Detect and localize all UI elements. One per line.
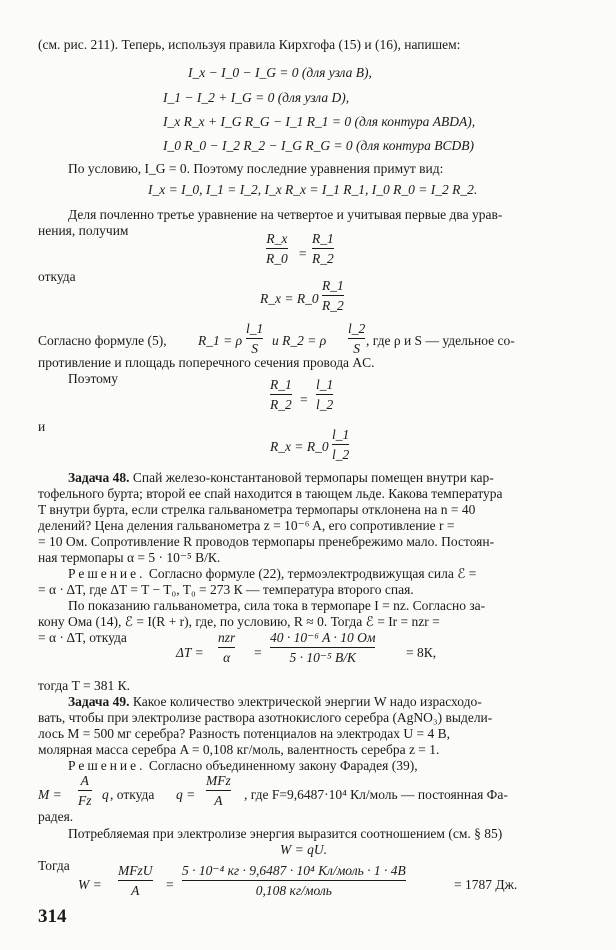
solution-49-line: Решение. Согласно объединенному закону Фарадея (39), bbox=[68, 758, 418, 773]
text-line: тогда T = 381 К. bbox=[38, 678, 130, 693]
equation: R_x = R_0 bbox=[270, 439, 329, 454]
fraction: nzr α bbox=[218, 630, 236, 665]
fraction: l_2 S bbox=[348, 321, 366, 356]
equation: = 1787 Дж. bbox=[454, 877, 518, 892]
text-line: откуда bbox=[38, 269, 76, 284]
text-line: кону Ома (14), ℰ = I(R + r), где, по условию, R ≈ 0. Тогда ℰ = Ir = nzr = bbox=[38, 614, 440, 629]
fraction: A Fz bbox=[78, 773, 92, 808]
fraction: l_1 l_2 bbox=[316, 377, 334, 412]
text-line: ная термопары α = 5 · 10⁻⁵ В/К. bbox=[38, 550, 221, 565]
text-line: = α · ΔT, откуда bbox=[38, 630, 127, 645]
equation: M = bbox=[38, 787, 62, 802]
fraction: R_1 R_2 bbox=[312, 231, 334, 266]
fraction: l_1 S bbox=[246, 321, 264, 356]
text-line: Тогда bbox=[38, 858, 70, 873]
text-line: По показанию гальванометра, сила тока в термопаре I = nz. Согласно за- bbox=[68, 598, 486, 613]
equation: R_1 = ρ bbox=[198, 333, 243, 348]
equation: I_x − I_0 − I_G = 0 (для узла B), bbox=[188, 65, 372, 80]
equation: ΔT = bbox=[176, 645, 204, 660]
equation: I_x R_x + I_G R_G − I_1 R_1 = 0 (для контура ABDA), bbox=[163, 114, 476, 129]
solution-48-line: Решение. Согласно формуле (22), термоэлектродвижущая сила ℰ = bbox=[68, 566, 477, 581]
text-line: тофельного бурта; второй ее спай находится в тающем льде. Какова температура bbox=[38, 486, 503, 501]
text-line: делений? Цена деления гальванометра z = 10⁻⁶ A, его сопротивление r = bbox=[38, 518, 455, 533]
fraction: 40 · 10⁻⁶ A · 10 Ом 5 · 10⁻⁵ В/К bbox=[270, 630, 376, 665]
equation: W = bbox=[78, 877, 102, 892]
text-line: нения, получим bbox=[38, 223, 129, 238]
text-line: Потребляемая при электролизе энергия выразится соотношением (см. § 85) bbox=[68, 826, 503, 841]
equation: = 8К, bbox=[406, 645, 437, 660]
fraction: R_x R_0 bbox=[266, 231, 288, 266]
equation: I_x = I_0, I_1 = I_2, I_x R_x = I_1 R_1, I_0 R_0 = I_2 R_2. bbox=[148, 182, 478, 197]
problem-49-line: Задача 49. Какое количество электрической энергии W надо израсходо- bbox=[68, 694, 482, 709]
fraction: MFzU A bbox=[118, 863, 153, 898]
fraction: l_1 l_2 bbox=[332, 427, 350, 462]
text-line: , где F=9,6487·10⁴ Кл/моль — постоянная Фа- bbox=[244, 787, 508, 802]
fraction: R_1 R_2 bbox=[270, 377, 292, 412]
text-line: Поэтому bbox=[68, 371, 118, 386]
fraction: MFz A bbox=[206, 773, 231, 808]
problem-48-line: Задача 48. Спай железо-константановой термопары помещен внутри кар- bbox=[68, 470, 494, 485]
textbook-page: (см. рис. 211). Теперь, используя правила Кирхгофа (15) и (16), напишем: I_x − I_0 − I_G = 0 (для узла B), I_1 − I_2 + I_G = 0 (для узла D), I_x R_x + I_G R_G − I_1 R_1 = 0 (для контура ABDA), I_0 R_0 − I_2 R_2 − I_G R_G = 0 (для контура BCDB) По условию, I_G = 0. Поэтому последние уравнения примут вид: I_x = I_0, I_1 = I_2, I_x R_x = I_1 R_1, I_0 R_0 = I_2 R_2. Деля почленно третье уравнение на четвертое и учитывая первые два урав- нения, получим R_x R_0 = R_1 R_2 откуда R_x = R_0 R_1 R_2 Согласно формуле (5), R_1 = ρ l_1 S и R_2 = ρ l_2 S , где ρ и S — удельное со- противление и площадь поперечного сечения провода AC. Поэтому R_1 R_2 = l_1 l_2 и R_x = R_0 l_1 l_2 Задача 48. Спай железо-константановой термопары помещен внутри кар- тофельного бурта; второй ее спай находится в тающем льде. Какова температура T внутри бурта, если стрелка гальванометра термопары отклонена на n = 40 делений? Цена деления гальванометра z = 10⁻⁶ A, его сопротивление r = = 10 Ом. Сопротивление R проводов термопары пренебрежимо мало. Постоян- ная термопары α = 5 · 10⁻⁵ В/К. Решение. Согласно формуле (22), термоэлектродвижущая сила ℰ = = α · ΔT, где ΔT = T − T₀, T₀ = 273 К — температура второго спая. По показанию гальванометра, сила тока в термопаре I = nz. Согласно за- кону Ома (14), ℰ = I(R + r), где, по условию, R ≈ 0. Тогда ℰ = Ir = nzr = = α · ΔT, откуда ΔT = nzr α = 40 · 10⁻⁶ A · 10 Ом 5 · 10⁻⁵ В/К = 8К, тогда T = 381 К. Задача 49. Какое количество электрической энергии W надо израсходо- вать, чтобы при электролизе раствора азотнокислого серебра (AgNO₃) выдели- лось M = 500 мг серебра? Разность потенциалов на электродах U = 4 В, молярная масса серебра A = 0,108 кг/моль, валентность серебра z = 1. Решение. Согласно объединенному закону Фарадея (39), M = A Fz q , откуда q = MFz A , где F=9,6487·10⁴ Кл/моль — постоянная Фа- радея. Потребляемая при электролизе энергия выразится соотношением (см. § 85) W = qU. Тогда W = MFzU A = 5 · 10⁻⁴ кг · 9,6487 · 10⁴ Кл/моль · 1 · 4В 0,108 кг/моль = 1787 Дж. 314 bbox=[38, 37, 518, 927]
fraction: R_1 R_2 bbox=[322, 278, 344, 313]
equation: и R_2 = ρ bbox=[272, 333, 327, 348]
page-number: 314 bbox=[38, 906, 67, 927]
equation: q = bbox=[176, 787, 196, 802]
equation: W = qU. bbox=[280, 842, 327, 857]
equation: R_x = R_0 bbox=[260, 291, 319, 306]
text-line: T внутри бурта, если стрелка гальванометра термопары отклонена на n = 40 bbox=[38, 502, 476, 517]
text-line: и bbox=[38, 419, 46, 434]
text-line: , откуда bbox=[110, 787, 155, 802]
text-line: Деля почленно третье уравнение на четвертое и учитывая первые два урав- bbox=[68, 207, 503, 222]
equation: I_1 − I_2 + I_G = 0 (для узла D), bbox=[163, 90, 350, 105]
text-line: Согласно формуле (5), bbox=[38, 333, 167, 348]
text-line: лось M = 500 мг серебра? Разность потенциалов на электродах U = 4 В, bbox=[38, 726, 450, 741]
equation: I_0 R_0 − I_2 R_2 − I_G R_G = 0 (для контура BCDB) bbox=[163, 138, 475, 153]
text-line: радея. bbox=[38, 809, 74, 824]
text-line: противление и площадь поперечного сечения провода AC. bbox=[38, 355, 375, 370]
text-line: (см. рис. 211). Теперь, используя правила Кирхгофа (15) и (16), напишем: bbox=[38, 37, 461, 52]
text-line: молярная масса серебра A = 0,108 кг/моль, валентность серебра z = 1. bbox=[38, 742, 440, 757]
text-line: вать, чтобы при электролизе раствора азотнокислого серебра (AgNO₃) выдели- bbox=[38, 710, 493, 725]
equals-sign: = bbox=[298, 246, 308, 261]
fraction: 5 · 10⁻⁴ кг · 9,6487 · 10⁴ Кл/моль · 1 · 4В 0,108 кг/моль bbox=[182, 863, 406, 898]
text-line: По условию, I_G = 0. Поэтому последние уравнения примут вид: bbox=[68, 161, 444, 176]
text-line: = 10 Ом. Сопротивление R проводов термопары пренебрежимо мало. Постоян- bbox=[38, 534, 495, 549]
text-line: , где ρ и S — удельное со- bbox=[366, 333, 515, 348]
text-line: = α · ΔT, где ΔT = T − T₀, T₀ = 273 К — температура второго спая. bbox=[38, 582, 414, 597]
